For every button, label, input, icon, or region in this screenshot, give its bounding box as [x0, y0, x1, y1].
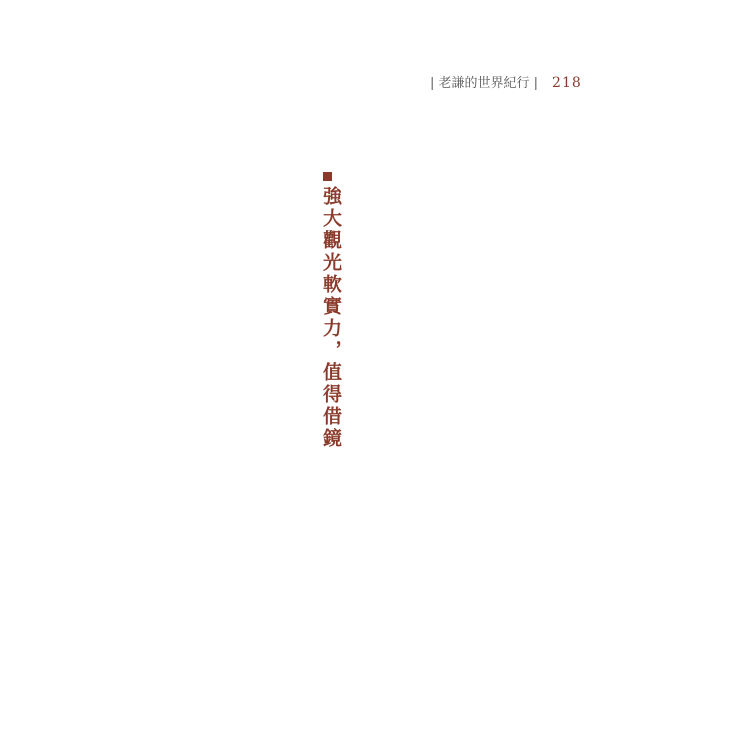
page-number: 218: [552, 75, 582, 91]
running-header: [430, 72, 590, 91]
section-heading: 強大觀光軟實力，值得借鏡: [320, 186, 342, 450]
body-text-block: [170, 186, 600, 686]
section-marker: [323, 172, 332, 181]
running-title: | 老謙的世界紀行 |: [430, 76, 539, 91]
